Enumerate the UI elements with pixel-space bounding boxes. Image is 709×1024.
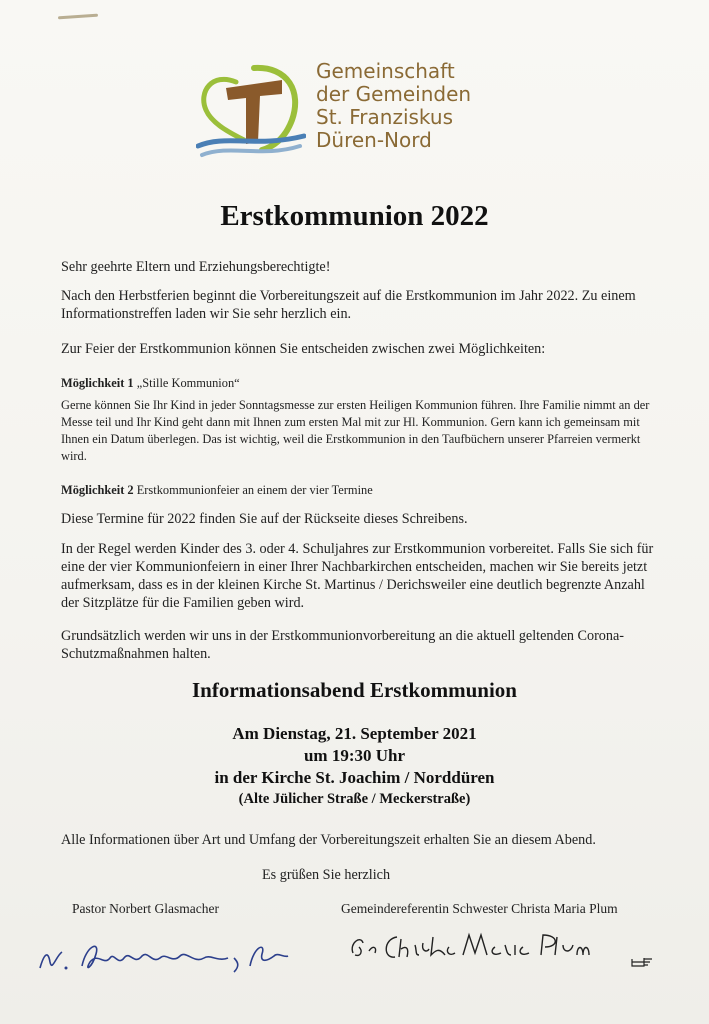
event-address: (Alte Jülicher Straße / Meckerstraße) <box>238 791 471 807</box>
signature2-icon <box>345 925 595 969</box>
choice-intro: Zur Feier der Erstkommunion können Sie entscheiden zwischen zwei Möglichkeiten: <box>61 341 546 357</box>
option1-text: Gerne können Sie Ihr Kind in jeder Sonntagsmesse zur ersten Heiligen Kommunion führen. Ihre Familie nimmt an der Messe teil und Ihr Kind geht dann mit Ihnen zum ersten Mal mit zur Hl. Kommunion. Gern kann ich gemeinsam mit Ihnen ein Datum überlegen. Das ist wichtig, weil die Erstkommunion in den Taufbüchern unserer Pfarreien vermerkt wird. <box>61 398 650 463</box>
parish-name-line: der Gemeinden <box>316 82 472 106</box>
closing-info: Alle Informationen über Art und Umfang der Vorbereitungszeit erhalten Sie an diesem Abend. <box>61 832 596 848</box>
option2-name: Erstkommunionfeier an einem der vier Termine <box>136 483 373 497</box>
letter-title: Erstkommunion 2022 <box>220 200 489 232</box>
salutation: Sehr geehrte Eltern und Erziehungsberechtigte! <box>61 259 331 275</box>
intro-paragraph: Nach den Herbstferien beginnt die Vorbereitungszeit auf die Erstkommunion im Jahr 2022. Zu einem Informationstreffen laden wir Sie sehr herzlich ein. <box>61 288 636 322</box>
option1-label: Möglichkeit 1 <box>61 376 134 390</box>
option2-label: Möglichkeit 2 <box>61 483 134 497</box>
option1-heading <box>61 375 661 392</box>
parish-name-line: Gemeinschaft <box>316 59 455 83</box>
parish-logo-icon <box>196 62 306 162</box>
signature1-icon <box>34 932 294 978</box>
greeting: Es grüßen Sie herzlich <box>262 867 391 883</box>
staple-mark <box>58 14 98 20</box>
dates-note: Diese Termine für 2022 finden Sie auf der Rückseite dieses Schreibens. <box>61 511 468 527</box>
corona-note: Grundsätzlich werden wir uns in der Erstkommunionvorbereitung an die aktuell geltenden Corona-Schutzmaßnahmen halten. <box>61 628 625 662</box>
event-time: um 19:30 Uhr <box>303 746 406 765</box>
event-heading: Informationsabend Erstkommunion <box>192 678 517 702</box>
option2-heading <box>61 482 661 499</box>
option1-name: „Stille Kommunion“ <box>136 376 240 390</box>
parish-name <box>316 60 471 152</box>
pointing-hand-icon <box>630 955 654 969</box>
parish-name-line: St. Franziskus <box>316 105 453 129</box>
parish-name-line: Düren-Nord <box>316 128 432 152</box>
signer1-name: Pastor Norbert Glasmacher <box>72 901 219 916</box>
signer2-name: Gemeindereferentin Schwester Christa Maria Plum <box>341 901 618 916</box>
rule-note: In der Regel werden Kinder des 3. oder 4. Schuljahres zur Erstkommunion vorbereitet. Falls Sie sich für eine der vier Kommunionfeiern in einer Ihrer Nachbarkirchen entscheiden, machen wir Sie bereits jetzt aufmerksam, dass es in der kleinen Kirche St. Martinus / Derichsweiler eine deutlich begrenzte Anzahl der Sitzplätze für die Familien geben wird. <box>61 541 654 611</box>
event-date: Am Dienstag, 21. September 2021 <box>232 724 477 743</box>
event-location: in der Kirche St. Joachim / Norddüren <box>214 768 495 787</box>
